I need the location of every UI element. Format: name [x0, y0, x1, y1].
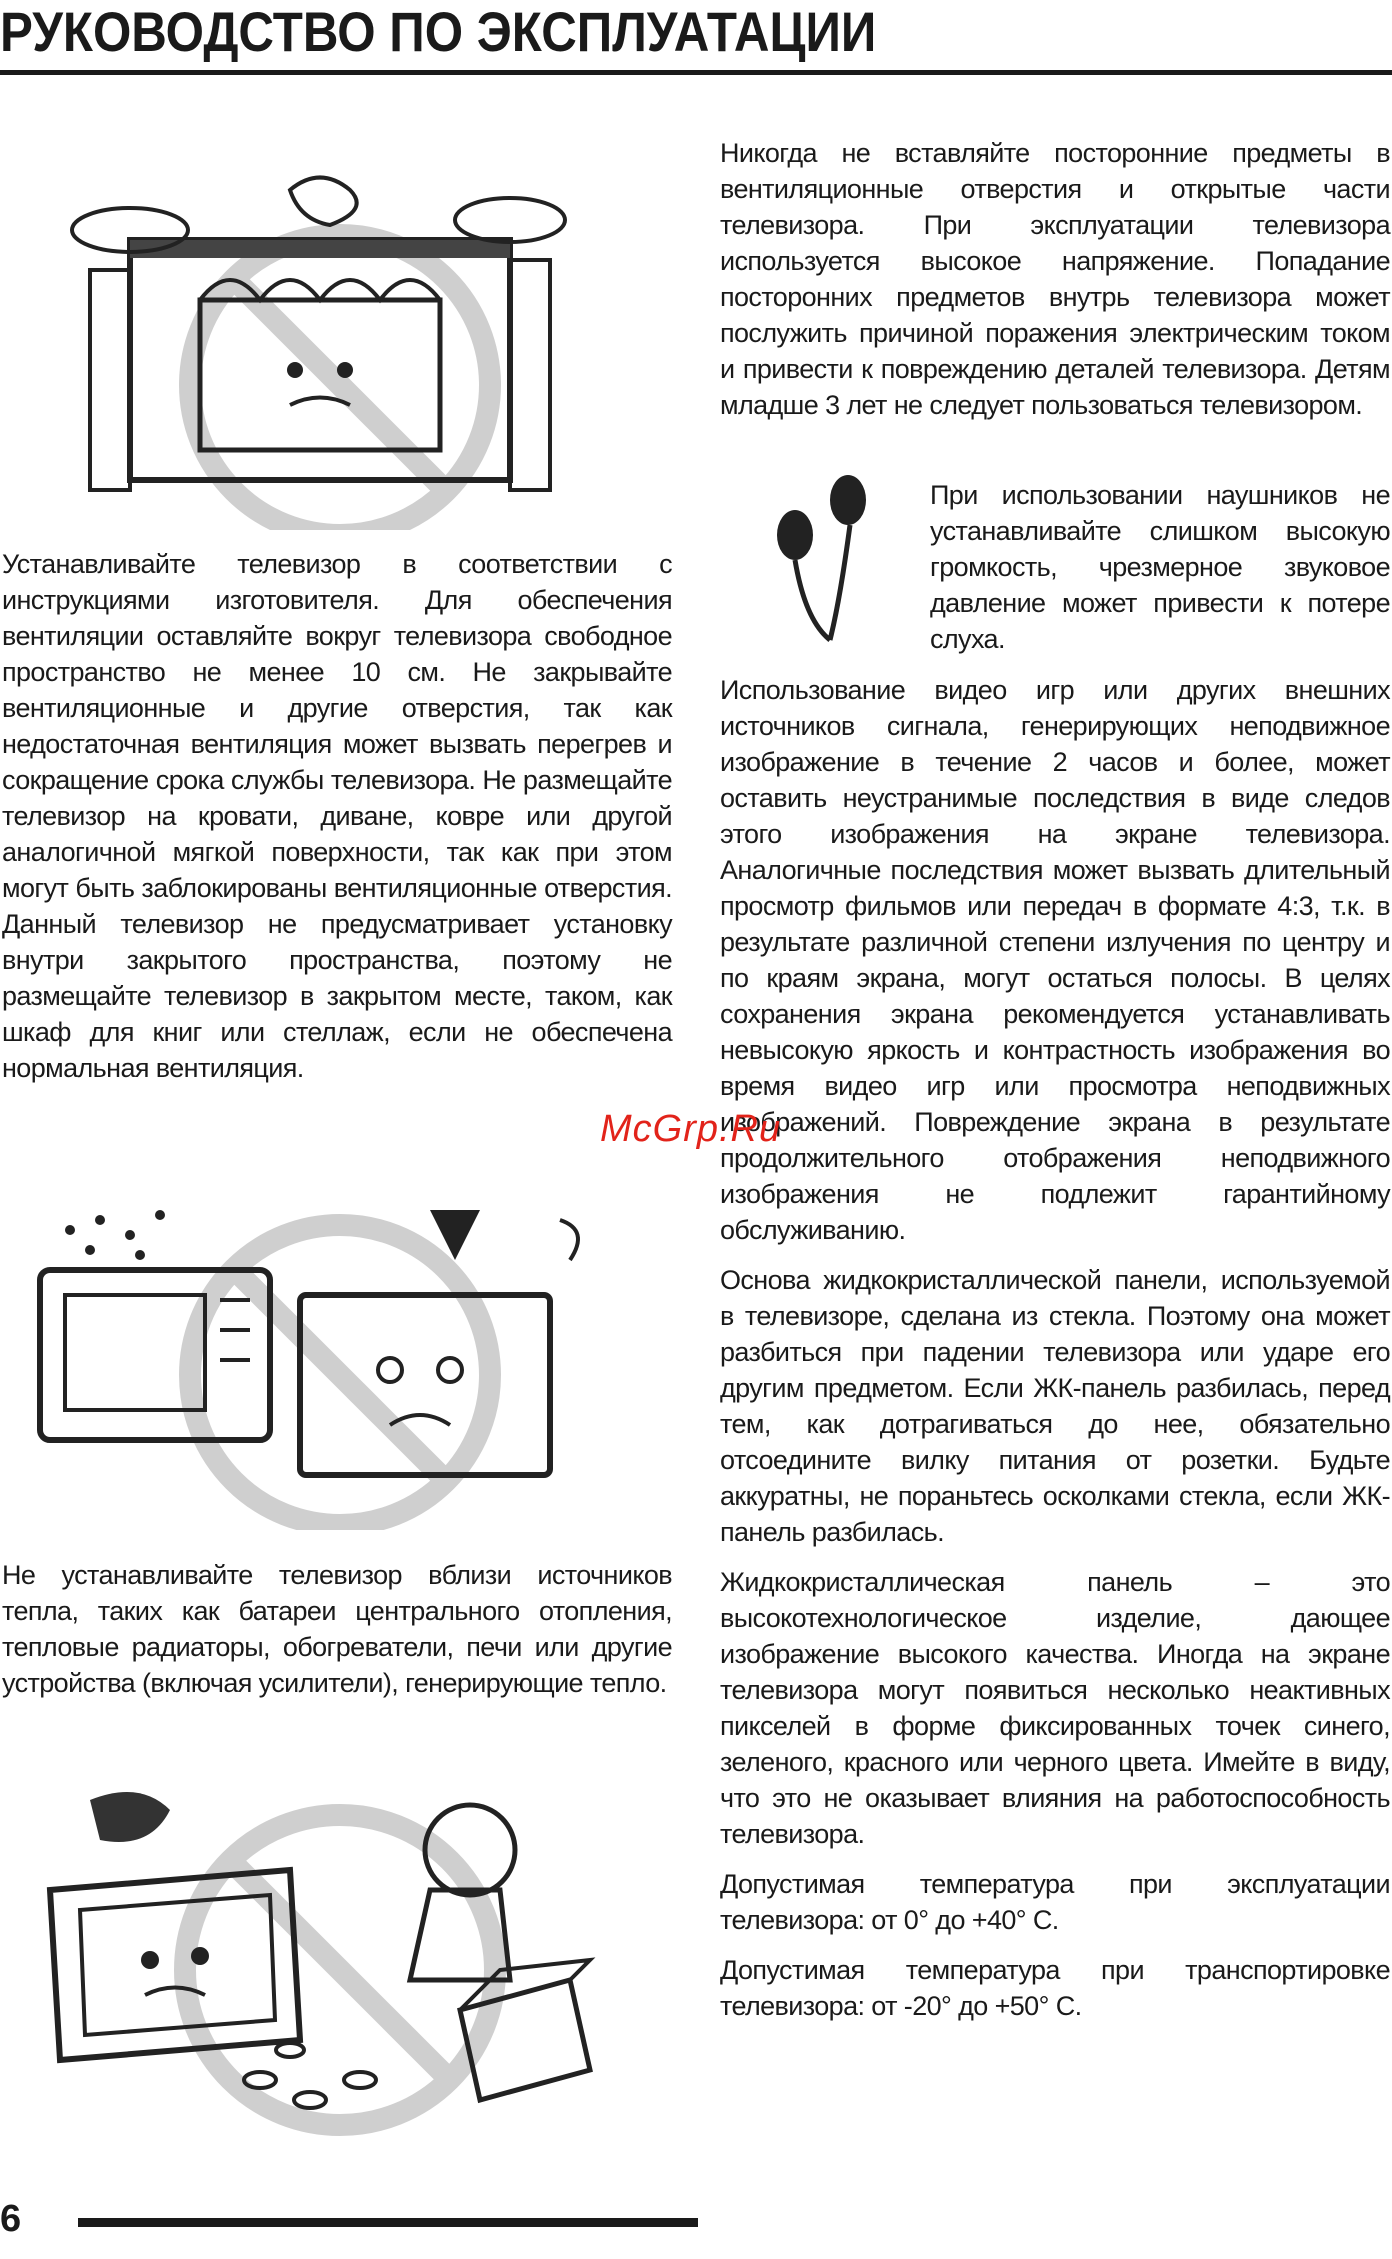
- watermark: McGrp.Ru: [600, 1108, 782, 1150]
- page-title: РУКОВОДСТВО ПО ЭКСПЛУАТАЦИИ: [0, 0, 877, 63]
- foreign-objects-paragraph: Никогда не вставляйте посторонние предметы в вентиляционные отверстия и открытые части телевизора. При эксплуатации телевизора используется высокое напряжение. Попадание посторонних предметов внутрь телевизора может послужить причиной поражения электрическим током и привести к повреждению деталей телевизора. Детям младше 3 лет не следует пользоваться телевизором.: [720, 138, 1390, 420]
- left-column-paragraph-1: [2, 546, 672, 1100]
- operating-temperature-paragraph: Допустимая температура при эксплуатации телевизора: от 0° до +40° С.: [720, 1869, 1390, 1935]
- heat-sources-paragraph: Не устанавливайте телевизор вблизи источников тепла, таких как батареи центрального отопления, тепловые радиаторы, обогреватели, печи или другие устройства (включая усилители), генерирующие тепло.: [2, 1560, 672, 1698]
- heater-tv-illustration: [10, 1200, 610, 1530]
- headphones-paragraph: При использовании наушников не устанавливайте слишком высокую громкость, чрезмерное звуковое давление может привести к потере слуха.: [930, 480, 1390, 654]
- ventilation-paragraph: Устанавливайте телевизор в соответствии с инструкциями изготовителя. Для обеспечения вентиляции оставляйте вокруг телевизора свободное пространство не менее 10 см. Не закрывайте вентиляционные и другие отверстия, так как недостаточная вентиляция может вызвать перегрев и сокращение срока службы телевизора. Не размещайте телевизор на кровати, диване, ковре или другой аналогичной мягкой поверхности, так как при этом могут быть заблокированы вентиляционные отверстия. Данный телевизор не предусматривает установку внутри закрытого пространства, поэтому не размещайте телевизор в закрытом месте, таком, как шкаф для книг или стеллаж, если не обеспечена нормальная вентиляция.: [2, 549, 672, 1083]
- right-column-headphones: [930, 477, 1390, 671]
- glass-panel-paragraph: Основа жидкокристаллической панели, используемой в телевизоре, сделана из стекла. Поэтому она может разбиться при падении телевизора или ударе его другим предметом. Если ЖК-панель разбилась, перед тем, как дотрагиваться до нее, обязательно отсоедините вилку питания от розетки. Будьте аккуратны, не пораньтесь осколками стекла, если ЖК-панель разбилась.: [720, 1265, 1390, 1547]
- static-image-paragraph: Использование видео игр или других внешних источников сигнала, генерирующих неподвижное изображение в течение 2 часов и более, может оставить неустранимые последствия в виде следов этого изображения на экране телевизора. Аналогичные последствия может вызвать длительный просмотр фильмов или передач в формате 4:3, т.к. в результате различной степени излучения по центру и по краям экрана, могут остаться полосы. В целях сохранения экрана рекомендуется устанавливать невысокую яркость и контрастность изображения во время видео игр или просмотра неподвижных изображений. Повреждение экрана в результате продолжительного отображения неподвижного изображения не подлежит гарантийному обслуживанию.: [720, 675, 1390, 1245]
- page-number: 6: [0, 2198, 22, 2240]
- header-rule: [0, 70, 1392, 75]
- right-column-top: [720, 135, 1390, 437]
- child-tv-illustration: [30, 1780, 610, 2140]
- footer-rule: [78, 2218, 698, 2227]
- pixels-paragraph: Жидкокристаллическая панель – это высокотехнологическое изделие, дающее изображение высокого качества. Иногда на экране телевизора могут появиться несколько неактивных пикселей в форме фиксированных точек синего, зеленого, красного или черного цвета. Имейте в виду, что это не оказывает влияния на работоспособность телевизора.: [720, 1567, 1390, 1849]
- cabinet-tv-illustration: [70, 170, 570, 530]
- left-column-paragraph-2: [2, 1557, 672, 1715]
- headphones-illustration: [770, 470, 890, 645]
- transport-temperature-paragraph: Допустимая температура при транспортировке телевизора: от -20° до +50° С.: [720, 1955, 1390, 2021]
- right-column-main: [720, 672, 1390, 2038]
